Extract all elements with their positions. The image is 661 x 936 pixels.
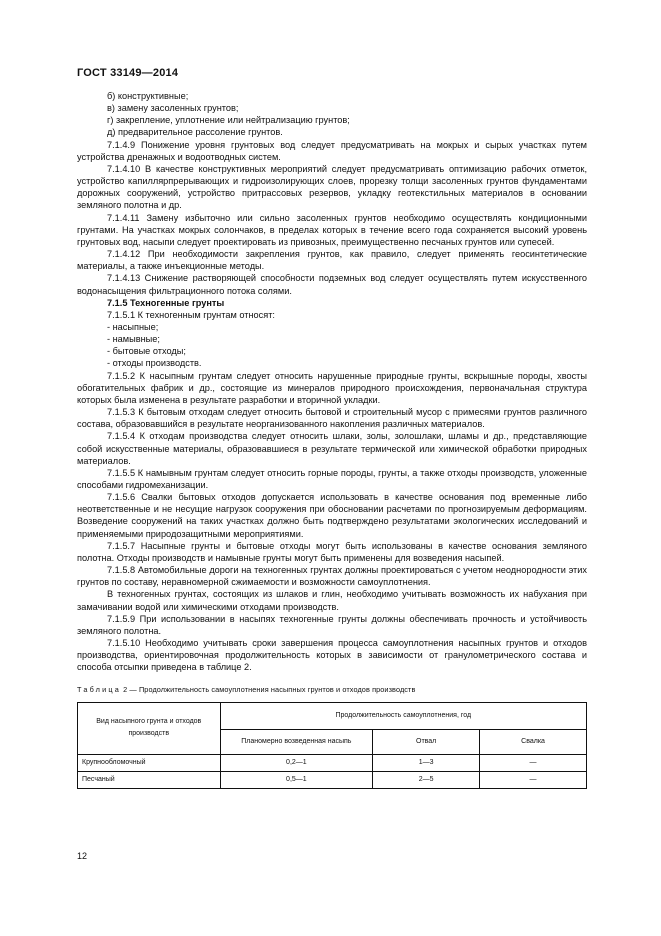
- paragraph: 7.1.5.6 Свалки бытовых отходов допускается использовать в качестве основания под временные либо неответственные и не несущие нагрузок сооружения при обосновании расчетами по прогнозируемым деформациям. Возведение сооружений на таких участках должно быть подтверждено результатами экологических исследований и применяемыми природозащитными мероприятиями.: [77, 492, 587, 539]
- paragraph: 7.1.5.1 К техногенным грунтам относят:: [107, 309, 275, 320]
- page-number: 12: [77, 851, 88, 861]
- paragraph: 7.1.4.10 В качестве конструктивных мероприятий следует предусматривать оптимизацию рабочих отметок, устройство капиллярпрерывающих и гидроизолирующих слоев, прорезку толщи засоленных грунтов фундаментами дорожных сооружений, устройство притрассовых резервов, укладку геотекстильных материалов в основании земляного полотна и др.: [77, 163, 587, 211]
- table-caption-text: 2 — Продолжительность самоуплотнения насыпных грунтов и отходов производств: [121, 684, 416, 694]
- paragraph: 7.1.5.9 При использовании в насыпях техногенные грунты должны обеспечивать прочность и устойчивость земляного полотна.: [77, 613, 587, 636]
- list-item: д) предварительное рассоление грунтов.: [107, 127, 283, 138]
- paragraph: 7.1.5.5 К намывным грунтам следует относить горные породы, грунты, а также отходы производств, уложенные способами гидромеханизации.: [77, 467, 587, 490]
- paragraph: 7.1.5.3 К бытовым отходам следует относить бытовой и строительный мусор с примесями грунтов различного состава, образовавшийся в результате неорганизованного накопления различных материалов.: [77, 407, 587, 430]
- column-header-landfill: Свалка: [480, 729, 587, 754]
- paragraph: 7.1.5.8 Автомобильные дороги на техногенных грунтах должны проектироваться с учетом неоднородности этих грунтов по составу, неравномерной сжимаемости и возможности самоуплотнения.: [77, 565, 587, 588]
- list-item: - намывные;: [107, 334, 160, 345]
- paragraph: 7.1.4.9 Понижение уровня грунтовых вод следует предусматривать на мокрых и сырых участках путем устройства дренажных и водоотводных систем.: [77, 139, 587, 162]
- table-cell: 2—5: [373, 771, 480, 788]
- paragraph: 7.1.5.7 Насыпные грунты и бытовые отходы могут быть использованы в качестве основания земляного полотна. Отходы производств и намывные грунты могут быть применены для возведения насыпей.: [77, 540, 587, 563]
- list-item: г) закрепление, уплотнение или нейтрализацию грунтов;: [107, 115, 350, 126]
- table-row: [78, 754, 587, 771]
- list-item: в) замену засоленных грунтов;: [107, 103, 239, 114]
- paragraph: 7.1.4.13 Снижение растворяющей способности подземных вод следует осуществлять путем искусственного водонасыщения фильтрационного потока солями.: [77, 273, 587, 296]
- paragraph: В техногенных грунтах, состоящих из шлаков и глин, необходимо учитывать возможность их набухания при замачивании водой или химическими отходами производств.: [77, 589, 587, 612]
- table-cell: —: [480, 771, 587, 788]
- paragraph: 7.1.4.11 Замену избыточно или сильно засоленных грунтов необходимо осуществлять кондиционными грунтами. На участках мокрых солончаков, в пределах которых в течение всего года сохраняется высокий уровень грунтовых вод, насыпи следует проектировать из привозных, преимущественно песчаных грунтов или супесей.: [77, 212, 587, 247]
- document-body: [77, 90, 587, 789]
- table-row: [78, 771, 587, 788]
- list-item: - бытовые отходы;: [107, 346, 186, 357]
- paragraph: 7.1.5.2 К насыпным грунтам следует относить нарушенные природные грунты, вскрышные породы, хвосты обогатительных фабрик и др., состоящие из минералов природного происхождения, первоначальная структура которых была изменена в результате разработки и вторичной укладки.: [77, 370, 587, 405]
- list-item: - насыпные;: [107, 321, 159, 332]
- table-caption-word: Таблица: [77, 684, 122, 694]
- table-cell: Крупнообломочный: [78, 754, 221, 771]
- list-item: б) конструктивные;: [107, 91, 189, 101]
- column-header-group: Продолжительность самоуплотнения, год: [220, 702, 586, 729]
- table-cell: 0,2—1: [220, 754, 373, 771]
- paragraph: 7.1.5.4 К отходам производства следует относить шлаки, золы, золошлаки, шламы и др., представляющие собой искусственные материалы, образовавшиеся в результате термической или химической обработки природных материалов.: [77, 431, 587, 466]
- table-caption: [77, 684, 587, 696]
- section-heading: 7.1.5 Техногенные грунты: [107, 297, 225, 308]
- duration-table: [77, 702, 587, 789]
- paragraph: 7.1.5.10 Необходимо учитывать сроки завершения процесса самоуплотнения насыпных грунтов и отходов производства, ориентировочная продолжительность которых в зависимости от гранулометрического состава и способа отсыпки приведена в таблице 2.: [77, 638, 587, 673]
- column-header-dump: Отвал: [373, 729, 480, 754]
- table-cell: 1—3: [373, 754, 480, 771]
- column-header-embankment: Планомерно возведенная насыпь: [220, 729, 373, 754]
- table-header-row: [78, 702, 587, 729]
- paragraph: 7.1.4.12 При необходимости закрепления грунтов, как правило, следует применять геосинтетические материалы, а также инъекционные методы.: [77, 249, 587, 272]
- list-item: - отходы производств.: [107, 358, 202, 369]
- column-header-type: Вид насыпного грунта и отходов производств: [78, 702, 221, 754]
- document-header: ГОСТ 33149—2014: [77, 67, 179, 79]
- table-cell: 0,5—1: [220, 771, 373, 788]
- table-cell: Песчаный: [78, 771, 221, 788]
- table-cell: —: [480, 754, 587, 771]
